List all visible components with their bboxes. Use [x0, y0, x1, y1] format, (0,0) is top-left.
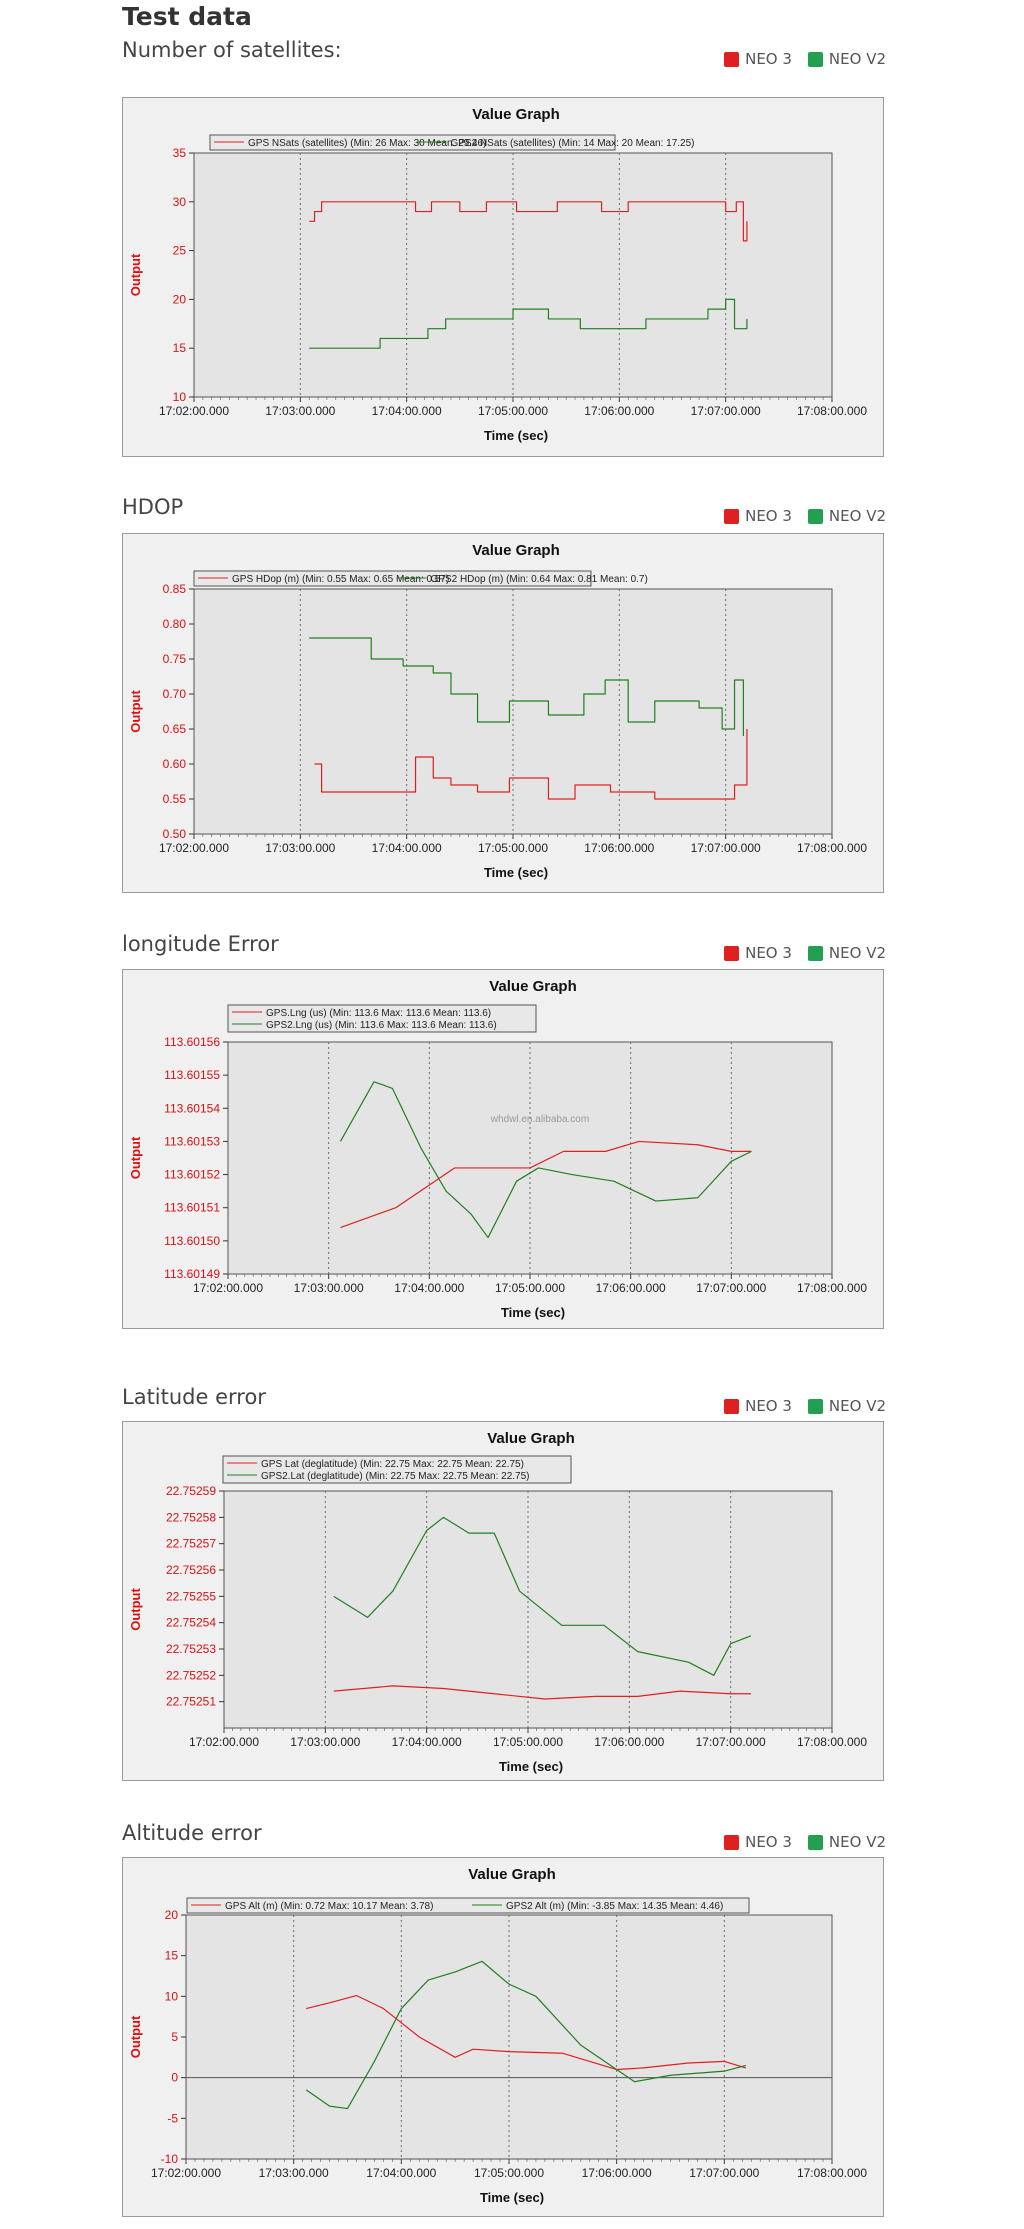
y-tick-label: 15 — [172, 341, 186, 356]
series-legend-label: GPS Lat (deglatitude) (Min: 22.75 Max: 22.75 Mean: 22.75) — [261, 1459, 524, 1470]
series-legend-label: GPS.Lng (us) (Min: 113.6 Max: 113.6 Mean: 113.6) — [266, 1008, 492, 1019]
x-tick-label: 17:07:00.000 — [695, 1735, 766, 1749]
y-axis-label: Output — [128, 690, 143, 733]
series-legend-label: GPS2 NSats (satellites) (Min: 14 Max: 20 Mean: 17.25) — [450, 138, 695, 149]
value-graph — [123, 1858, 883, 2216]
legend-swatch — [808, 509, 823, 524]
legend-label: NEO V2 — [828, 50, 886, 68]
y-tick-label: 0.55 — [162, 792, 186, 806]
chart-frame — [122, 1857, 884, 2217]
x-tick-label: 17:05:00.000 — [477, 841, 549, 855]
y-tick-label: 15 — [164, 1948, 178, 1963]
device-legend — [724, 1397, 886, 1415]
y-axis-label: Output — [128, 1136, 143, 1180]
device-legend — [724, 50, 886, 68]
x-tick-label: 17:04:00.000 — [366, 2166, 437, 2180]
chart-frame — [122, 969, 884, 1329]
x-axis-label: Time (sec) — [498, 1759, 564, 1774]
chart-title: Value Graph — [468, 1866, 556, 1883]
chart-title: Value Graph — [472, 542, 560, 559]
chart-title: Value Graph — [487, 1430, 575, 1447]
device-legend — [724, 507, 886, 525]
y-tick-label: 10 — [164, 1989, 178, 2004]
legend-swatch — [724, 946, 739, 961]
y-tick-label: 22.75257 — [165, 1536, 216, 1551]
legend-label: NEO V2 — [828, 1833, 886, 1851]
x-tick-label: 17:08:00.000 — [796, 1735, 868, 1749]
series-legend-label: GPS Alt (m) (Min: 0.72 Max: 10.17 Mean: 3.78) — [225, 1901, 434, 1912]
series-legend-label: GPS2 Alt (m) (Min: -3.85 Max: 14.35 Mean: 4.46) — [506, 1901, 724, 1912]
y-tick-label: 0.60 — [162, 757, 186, 771]
device-legend — [724, 944, 886, 962]
x-tick-label: 17:08:00.000 — [796, 2166, 868, 2180]
legend-label: NEO 3 — [745, 50, 792, 68]
legend-swatch — [724, 52, 739, 67]
series-legend-label: GPS2.Lng (us) (Min: 113.6 Max: 113.6 Mean: 113.6) — [266, 1020, 497, 1031]
x-tick-label: 17:07:00.000 — [689, 2166, 760, 2180]
y-tick-label: 22.75252 — [165, 1668, 216, 1683]
x-tick-label: 17:02:00.000 — [150, 2166, 222, 2180]
x-tick-label: 17:06:00.000 — [584, 404, 655, 418]
legend-label: NEO V2 — [828, 944, 886, 962]
legend-swatch — [808, 1399, 823, 1414]
section-title: HDOP — [122, 495, 184, 519]
y-axis-label: Output — [128, 253, 143, 297]
series-legend-label: GPS HDop (m) (Min: 0.55 Max: 0.65 Mean: 0.57) — [232, 574, 450, 585]
legend-label: NEO V2 — [828, 507, 886, 525]
x-axis-label: Time (sec) — [483, 428, 549, 443]
y-tick-label: 22.75259 — [165, 1484, 216, 1498]
y-tick-label: 113.60156 — [164, 1035, 220, 1049]
series-legend-label: GPS2 HDop (m) (Min: 0.64 Max: 0.81 Mean: 0.7) — [430, 574, 648, 585]
section-title: Number of satellites: — [122, 38, 342, 62]
x-tick-label: 17:08:00.000 — [796, 841, 868, 855]
x-tick-label: 17:08:00.000 — [796, 1281, 868, 1295]
legend-label: NEO 3 — [745, 944, 792, 962]
y-tick-label: 30 — [172, 194, 186, 209]
legend-swatch — [724, 1399, 739, 1414]
y-tick-label: 25 — [172, 243, 186, 258]
y-tick-label: 113.60151 — [164, 1200, 220, 1215]
x-tick-label: 17:06:00.000 — [595, 1281, 666, 1295]
y-tick-label: 0.50 — [162, 827, 186, 841]
x-tick-label: 17:05:00.000 — [477, 404, 549, 418]
y-tick-label: 22.75254 — [165, 1615, 216, 1630]
x-tick-label: 17:02:00.000 — [158, 841, 230, 855]
chart-title: Value Graph — [472, 106, 560, 123]
x-axis-label: Time (sec) — [479, 2190, 545, 2205]
x-tick-label: 17:02:00.000 — [192, 1281, 264, 1295]
x-tick-label: 17:04:00.000 — [371, 841, 442, 855]
value-graph — [123, 970, 883, 1328]
y-tick-label: 22.75256 — [165, 1563, 216, 1577]
y-axis-label: Output — [128, 2015, 143, 2059]
x-tick-label: 17:05:00.000 — [473, 2166, 545, 2180]
x-tick-label: 17:06:00.000 — [581, 2166, 652, 2180]
x-tick-label: 17:03:00.000 — [290, 1735, 361, 1749]
legend-swatch — [724, 1835, 739, 1850]
chart-annotation: whdwl.en.alibaba.com — [490, 1114, 590, 1125]
device-legend — [724, 1833, 886, 1851]
value-graph — [123, 534, 883, 892]
x-tick-label: 17:06:00.000 — [584, 841, 655, 855]
y-tick-label: 10 — [172, 390, 186, 404]
chart-frame — [122, 533, 884, 893]
y-tick-label: 20 — [172, 292, 186, 307]
x-tick-label: 17:08:00.000 — [796, 404, 868, 418]
y-tick-label: 0 — [171, 2070, 178, 2085]
x-tick-label: 17:05:00.000 — [492, 1735, 564, 1749]
value-graph — [123, 98, 883, 456]
y-tick-label: 22.75258 — [165, 1510, 216, 1525]
y-tick-label: 0.75 — [162, 652, 186, 666]
x-tick-label: 17:02:00.000 — [188, 1735, 260, 1749]
y-tick-label: 113.60152 — [164, 1167, 220, 1182]
section-title: longitude Error — [122, 932, 279, 956]
series-legend-label: GPS NSats (satellites) (Min: 26 Max: 30 Mean: 29.46) — [248, 138, 487, 149]
series-legend-label: GPS2.Lat (deglatitude) (Min: 22.75 Max: 22.75 Mean: 22.75) — [261, 1471, 530, 1482]
legend-swatch — [808, 946, 823, 961]
x-tick-label: 17:03:00.000 — [293, 1281, 364, 1295]
chart-frame — [122, 1421, 884, 1781]
x-axis-label: Time (sec) — [483, 865, 549, 880]
y-tick-label: 22.75255 — [165, 1589, 216, 1604]
legend-swatch — [808, 52, 823, 67]
y-tick-label: 113.60155 — [164, 1068, 220, 1083]
chart-title: Value Graph — [489, 978, 577, 995]
page-title: Test data — [122, 2, 252, 31]
y-tick-label: 0.65 — [162, 722, 186, 736]
y-tick-label: 113.60153 — [164, 1134, 220, 1149]
x-tick-label: 17:04:00.000 — [371, 404, 442, 418]
x-tick-label: 17:07:00.000 — [690, 841, 761, 855]
x-tick-label: 17:03:00.000 — [265, 404, 336, 418]
legend-label: NEO 3 — [745, 1833, 792, 1851]
x-tick-label: 17:07:00.000 — [696, 1281, 767, 1295]
legend-label: NEO 3 — [745, 1397, 792, 1415]
x-tick-label: 17:03:00.000 — [265, 841, 336, 855]
legend-label: NEO 3 — [745, 507, 792, 525]
section-title: Altitude error — [122, 1821, 262, 1845]
y-tick-label: 113.60150 — [164, 1233, 220, 1248]
legend-swatch — [724, 509, 739, 524]
x-tick-label: 17:05:00.000 — [494, 1281, 566, 1295]
x-axis-label: Time (sec) — [500, 1305, 566, 1320]
section-title: Latitude error — [122, 1385, 266, 1409]
y-tick-label: 0.80 — [162, 617, 186, 631]
y-tick-label: 113.60154 — [164, 1101, 220, 1116]
value-graph — [123, 1422, 883, 1780]
x-tick-label: 17:04:00.000 — [394, 1281, 465, 1295]
x-tick-label: 17:06:00.000 — [594, 1735, 665, 1749]
y-tick-label: 0.85 — [162, 582, 186, 596]
y-tick-label: 22.75253 — [165, 1642, 216, 1656]
x-tick-label: 17:07:00.000 — [690, 404, 761, 418]
y-tick-label: -10 — [160, 2152, 178, 2166]
x-tick-label: 17:03:00.000 — [258, 2166, 329, 2180]
y-tick-label: 35 — [172, 146, 186, 160]
y-tick-label: 0.70 — [162, 687, 186, 701]
y-tick-label: 20 — [164, 1908, 178, 1922]
legend-label: NEO V2 — [828, 1397, 886, 1415]
y-tick-label: 22.75251 — [165, 1694, 216, 1709]
y-axis-label: Output — [128, 1588, 143, 1631]
legend-swatch — [808, 1835, 823, 1850]
x-tick-label: 17:04:00.000 — [391, 1735, 462, 1749]
y-tick-label: -5 — [167, 2111, 178, 2126]
x-tick-label: 17:02:00.000 — [158, 404, 230, 418]
y-tick-label: 5 — [171, 2030, 178, 2044]
y-tick-label: 113.60149 — [164, 1267, 220, 1281]
chart-frame — [122, 97, 884, 457]
